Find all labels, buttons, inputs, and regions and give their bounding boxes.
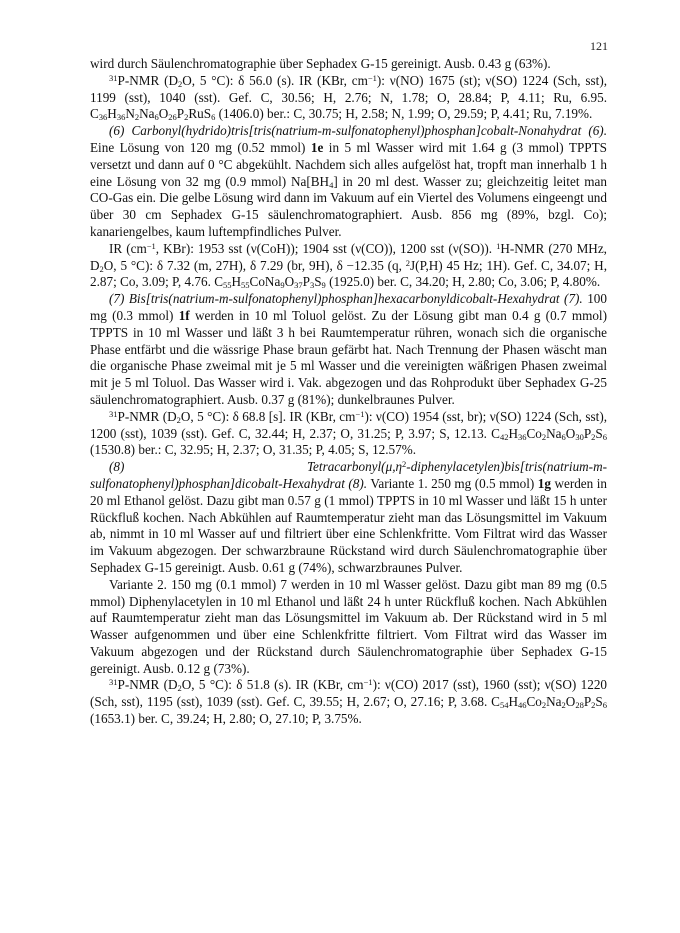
subscript: 37 — [294, 280, 303, 291]
subscript: 2 — [541, 431, 547, 442]
text-run: (1653.1) ber. C, 39.24; H, 2.80; O, 27.10; P, 3.75%. — [90, 711, 362, 727]
subscript: 55 — [223, 280, 232, 291]
subscript: 3 — [309, 280, 315, 291]
compound-number: 1e — [310, 139, 324, 155]
subscript: 2 — [176, 414, 181, 425]
text-run: werden in 20 ml Ethanol gelöst. Dazu gibt man 0.57 g (1 mmol) TPPTS in 10 ml Wasser und läßt 15 h unter Rückfluß kochen. Nach Abkühlen auf Raumtemperatur zieht man das Lösungsmittel im Vakuum ab, nimmt in 10 ml Wasser auf und filtriert über eine Schlenkfritte. Vom Filtrat wird das Wasser im Vakuum abgezogen. Der schwarzbraune Rückstand wird durch Säulenchromatographie über Sephadex G-15 gereinigt. Ausb. 0.61 g (74%), schwarzbraunes Pulver. — [90, 475, 607, 575]
subscript: 4 — [329, 179, 334, 190]
superscript: 31 — [109, 677, 118, 688]
paragraph-p8 — [90, 577, 607, 678]
subscript: 6 — [602, 431, 607, 442]
superscript: 1 — [496, 240, 501, 251]
text-run: S — [314, 274, 322, 290]
subscript: 6 — [561, 431, 566, 442]
subscript: 2 — [184, 112, 189, 123]
text-run: O, 5 °C): δ 7.32 (m, 27H), δ 7.29 (br, 9H), δ −12.35 (q, — [103, 257, 406, 273]
text-run: J(P,H) 45 Hz; 1H). Gef. C, 34.07; H, 2.87; Co, 3.09; P, 4.76. C — [90, 257, 607, 290]
subscript: 46 — [518, 700, 527, 711]
text-run: H — [508, 694, 518, 710]
text-run: P-NMR (D — [117, 72, 178, 88]
paragraph-p9 — [90, 677, 607, 727]
text-run: O — [284, 274, 295, 290]
superscript: 31 — [109, 408, 118, 419]
paragraph-p7 — [90, 459, 607, 577]
paragraph-p4 — [90, 241, 607, 291]
page-number: 121 — [590, 39, 608, 53]
text-run: ] in 20 ml dest. Wasser zu; gleichzeitig leitet man CO-Gas ein. Die gelbe Lösung wird dann im Vakuum auf ein Viertel des Volumens eingeengt und über 30 cm Sephadex G-15 säulenchromatographiert. Ausb. 856 mg (89%, bzgl. Co); kanariengelbes, kaum luftempfindliches Pulver. — [90, 173, 607, 239]
article-body — [90, 56, 607, 728]
text-run: P — [302, 274, 310, 290]
superscript: −1 — [363, 677, 373, 688]
subscript: 55 — [241, 280, 250, 291]
text-run: wird durch Säulenchromatographie über Sephadex G-15 gereinigt. Ausb. 0.43 g (63%). — [90, 56, 551, 71]
superscript: 2 — [402, 459, 407, 470]
subscript: 36 — [98, 112, 108, 123]
paragraph-p5 — [90, 291, 607, 409]
subscript: 54 — [499, 700, 509, 711]
subscript: 28 — [575, 700, 584, 711]
subscript: 2 — [541, 700, 547, 711]
text-run: H-NMR (270 MHz, D — [90, 240, 607, 273]
text-run: H — [508, 425, 518, 441]
compound-heading: (7) Bis[tris(natrium-m-sulfonatophenyl)phosphan]hexacarbonyldicobalt-Hexahydrat (7). — [109, 291, 583, 307]
subscript: 2 — [591, 700, 596, 711]
subscript: 30 — [575, 431, 584, 442]
superscript: −1 — [355, 408, 365, 419]
compound-heading: (8) Tetracarbonyl(μ,η — [109, 459, 403, 475]
text-run: ): ν(CO) 2017 (sst), 1960 (sst); ν(SO) 1220 (Sch, sst), 1195 (sst), 1039 (sst). Gef. C, 39.55; H, 2.67; O, 27.16; P, 3.68. C — [90, 677, 608, 710]
text-run: Na — [546, 425, 562, 441]
paragraph-p6 — [90, 409, 607, 459]
subscript: 42 — [499, 431, 509, 442]
text-run: 100 mg (0.3 mmol) — [90, 291, 607, 323]
subscript: 6 — [211, 112, 216, 123]
compound-number: 1g — [537, 475, 551, 491]
compound-number: 1f — [178, 307, 190, 323]
text-run: H — [231, 274, 242, 290]
subscript: 2 — [134, 112, 140, 123]
text-run: Na — [546, 694, 562, 710]
paragraph-p1 — [90, 56, 607, 73]
text-run: werden in 10 ml Toluol gelöst. Zu der Lösung gibt man 0.4 g (0.7 mmol) TPPTS in 10 ml Wasser und läßt 3 h bei Raumtemperatur rühren, wonach sich die organische Phase entfärbt und die wässrige Phase braun gefärbt hat. Nach Trennung der Phasen wäscht man die organische Phase zweimal mit je 5 ml Wasser und die vereinigten wäßrigen Phasen zweimal mit je 5 ml Toluol. Das Wasser wird i. Vak. abgezogen und das Rohprodukt über Sephadex G-25 säulenchromatographiert. Ausb. 0.37 g (81%); dunkelbraunes Pulver. — [90, 307, 607, 407]
text-run: RuS — [188, 106, 212, 122]
paragraph-p2 — [90, 73, 607, 123]
superscript: −1 — [367, 72, 377, 83]
subscript: 2 — [591, 431, 596, 442]
text-run: CoNa — [249, 274, 281, 290]
subscript: 2 — [177, 683, 182, 694]
text-run: ): ν(NO) 1675 (st); ν(SO) 1224 (Sch, sst), 1199 (sst), 1040 (sst). Gef. C, 30.56; H, 2.76; N, 1.78; O, 28.84; P, 4.11; Ru, 6.95. C — [90, 72, 608, 122]
text-run: N — [125, 106, 135, 122]
text-run: , KBr): 1953 sst (ν(CoH)); 1904 sst (ν(CO)), 1200 sst (ν(SO)). — [155, 240, 497, 256]
subscript: 2 — [561, 700, 566, 711]
text-run: P — [176, 106, 185, 122]
text-run: O — [565, 694, 576, 710]
superscript: 2 — [405, 257, 411, 268]
text-run: Variante 1. 250 mg (0.5 mmol) — [367, 475, 538, 491]
text-run: H — [107, 106, 117, 122]
subscript: 26 — [168, 112, 177, 123]
subscript: 6 — [154, 112, 159, 123]
subscript: 9 — [280, 280, 285, 291]
text-run: Eine Lösung von 120 mg (0.52 mmol) — [90, 139, 311, 155]
text-run: Co — [526, 694, 542, 710]
text-run: (1925.0) ber. C, 34.20; H, 2.80; Co, 3.06; P, 4.80%. — [325, 274, 601, 290]
text-run: in 5 ml Wasser wird mit 1.64 g (3 mmol) TPPTS versetzt und dann auf 0 °C abgekühlt. Nachdem sich alles aufgelöst hat, tropft man innerhalb 1 h eine Lösung von 32 mg (0.9 mmol) Na[BH — [90, 139, 607, 189]
compound-heading: (6) Carbonyl(hydrido)tris[tris(natrium-m-sulfonatophenyl)phosphan]cobalt-Nonahydrat (6). — [109, 123, 607, 139]
text-run: S — [595, 694, 603, 710]
text-run: (1406.0) ber.: C, 30.75; H, 2.58; N, 1.99; O, 29.59; P, 4.41; Ru, 7.19%. — [215, 106, 593, 122]
text-run: O, 5 °C): δ 68.8 [s]. IR (KBr, cm — [180, 408, 356, 424]
text-run: P-NMR (D — [117, 408, 177, 424]
text-run: P-NMR (D — [117, 677, 178, 693]
paragraph-p3 — [90, 123, 607, 241]
subscript: 2 — [177, 78, 183, 89]
text-run: S — [595, 425, 603, 441]
subscript: 9 — [321, 280, 326, 291]
text-run: O — [158, 106, 169, 122]
text-run: P — [583, 694, 592, 710]
subscript: 36 — [518, 431, 527, 442]
text-run: (1530.8) ber.: C, 32.95; H, 2.37; O, 31.35; P, 4.05; S, 12.57%. — [90, 442, 417, 458]
text-run: Co — [526, 425, 542, 441]
text-run: O, 5 °C): δ 56.0 (s). IR (KBr, cm — [182, 72, 368, 88]
text-run: Na — [139, 106, 155, 122]
subscript: 2 — [99, 263, 104, 274]
text-run: IR (cm — [109, 240, 147, 256]
text-run: O, 5 °C): δ 51.8 (s). IR (KBr, cm — [181, 677, 364, 693]
text-run: Variante 2. 150 mg (0.1 mmol) 7 werden in 10 ml Wasser gelöst. Dazu gibt man 89 mg (0.5 mmol) Diphenylacetylen in 10 ml Ethanol und läßt 24 h unter Rückfluß kochen. Nach Abkühlen auf Raumtemperatur zieht man das Lösungsmittel im Vakuum ab. Der Rückstand wird in 5 ml Wasser aufgenommen und über eine Schlenkfritte filtriert. Vom Filtrat wird das Wasser im Vakuum abgezogen und der Rückstand durch Säulenchromatographie über Sephadex G-15 gereinigt. Ausb. 0.12 g (73%). — [90, 576, 607, 676]
text-run: P — [583, 425, 592, 441]
subscript: 36 — [116, 112, 126, 123]
compound-heading: -diphenylacetylen)bis[tris(natrium-m-sulfonatophenyl)phosphan]dicobalt-Hexahydrat (8). — [90, 459, 607, 491]
subscript: 6 — [602, 700, 607, 711]
text-run: ): ν(CO) 1954 (sst, br); ν(SO) 1224 (Sch, sst), 1200 (sst), 1039 (sst). Gef. C, 32.44; H, 2.37; O, 31.25; P, 3.97; S, 12.13. C — [90, 408, 608, 441]
text-run: O — [565, 425, 576, 441]
superscript: 31 — [109, 72, 118, 83]
superscript: −1 — [146, 240, 156, 251]
